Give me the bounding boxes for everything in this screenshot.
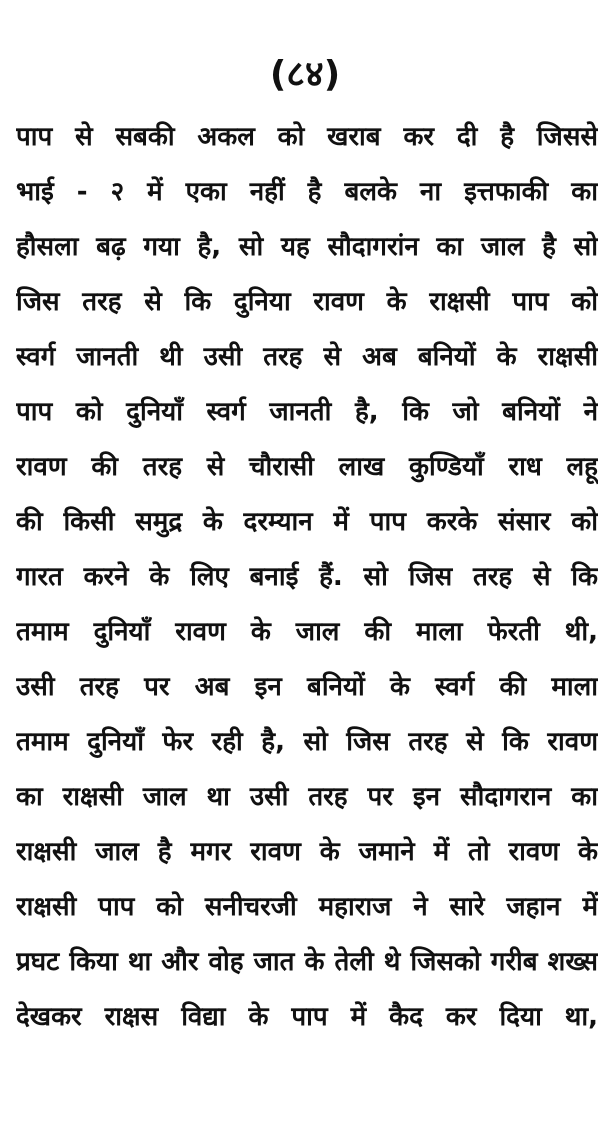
text-line: तमाम दुनियाँ रावण के जाल की माला फेरती थी, (16, 617, 598, 647)
text-line: की किसी समुद्र के दरम्यान में पाप करके संसार को (16, 507, 598, 537)
text-line: गारत करने के लिए बनाई हैं. सो जिस तरह से कि (16, 562, 598, 592)
body-text (16, 110, 598, 1045)
text-line: तमाम दुनियाँ फेर रही है, सो जिस तरह से कि रावण (16, 727, 598, 757)
text-line: पाप से सबकी अकल को खराब कर दी है जिससे (16, 122, 598, 152)
text-line: देखकर राक्षस विद्या के पाप में कैद कर दिया था, (16, 1002, 598, 1032)
text-line: प्रघट किया था और वोह जात के तेली थे जिसको गरीब शख्स (16, 947, 598, 977)
text-line: उसी तरह पर अब इन बनियों के स्वर्ग की माला (16, 672, 598, 702)
page-number: (८४) (269, 54, 341, 95)
text-line: राक्षसी जाल है मगर रावण के जमाने में तो रावण के (16, 837, 598, 867)
text-line: स्वर्ग जानती थी उसी तरह से अब बनियों के राक्षसी (16, 342, 598, 372)
text-line: भाई - २ में एका नहीं है बलके ना इत्तफाकी का (16, 177, 598, 207)
text-line: का राक्षसी जाल था उसी तरह पर इन सौदागरान का (16, 782, 598, 812)
text-line: हौसला बढ़ गया है, सो यह सौदागरांन का जाल है सो (16, 232, 598, 262)
text-line: जिस तरह से कि दुनिया रावण के राक्षसी पाप को (16, 287, 598, 317)
text-line: पाप को दुनियाँ स्वर्ग जानती है, कि जो बनियों ने (16, 397, 598, 427)
text-line: राक्षसी पाप को सनीचरजी महाराज ने सारे जहान में (16, 892, 598, 922)
text-line: रावण की तरह से चौरासी लाख कुण्डियाँ राध लहू (16, 452, 598, 482)
